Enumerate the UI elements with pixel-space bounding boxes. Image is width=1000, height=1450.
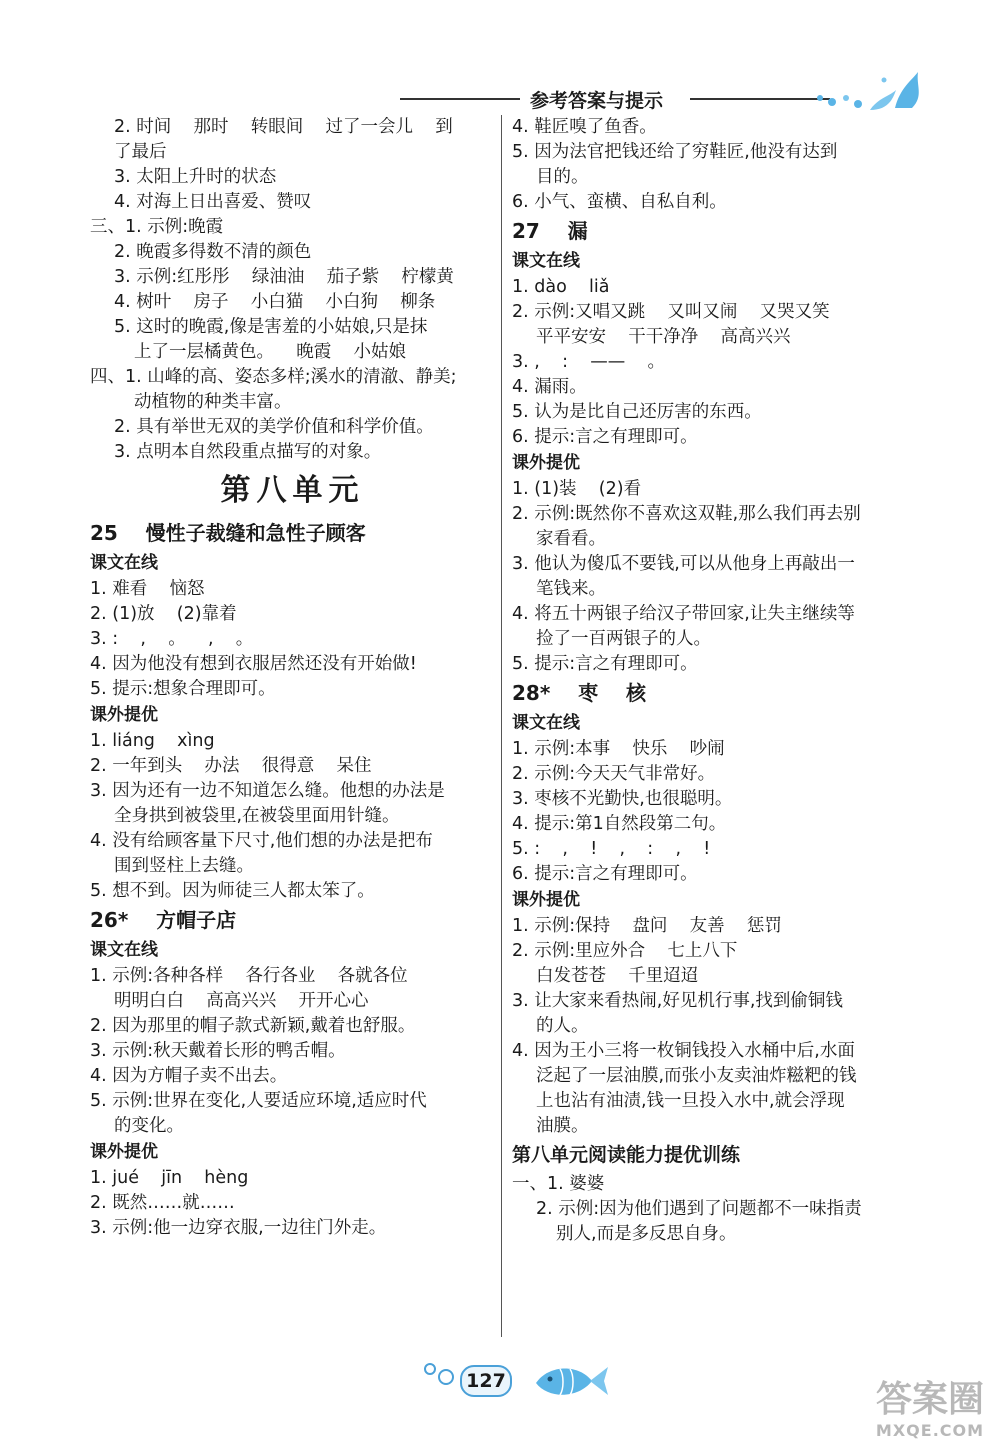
left-line: 5. 提示:想象合理即可。 xyxy=(90,679,276,699)
left-line: 全身拱到被袋里,在被袋里面用针缝。 xyxy=(114,806,400,826)
bubbles-icon xyxy=(420,1359,460,1389)
left-line: 三、1. 示例:晚霞 xyxy=(90,217,224,237)
right-line: 5. : , ! , : , ! xyxy=(512,839,711,859)
left-line: 课文在线 xyxy=(90,940,158,960)
left-line: 3. 点明本自然段重点描写的对象。 xyxy=(114,442,382,462)
left-line: 3. : , 。 , 。 xyxy=(90,629,254,649)
column-divider xyxy=(501,115,502,1337)
right-line: 6. 小气、蛮横、自私自利。 xyxy=(512,192,727,212)
right-line: 5. 认为是比自己还厉害的东西。 xyxy=(512,402,762,422)
watermark-text: 答案圈 xyxy=(875,1379,984,1420)
left-line: 4. 对海上日出喜爱、赞叹 xyxy=(114,192,312,212)
left-line: 26* 方帽子店 xyxy=(90,908,237,932)
page-number: 127 xyxy=(460,1365,512,1397)
left-line: 课文在线 xyxy=(90,553,158,573)
right-line: 2. 示例:因为他们遇到了问题都不一味指责 xyxy=(536,1199,862,1219)
right-line: 上也沾有油渍,钱一旦投入水中,就会浮现 xyxy=(536,1091,845,1111)
water-splash-icon xyxy=(800,68,930,116)
right-line: 课文在线 xyxy=(512,251,580,271)
left-line: 2. (1)放 (2)靠着 xyxy=(90,604,237,624)
right-line: 笔钱来。 xyxy=(536,579,606,599)
right-line: 6. 提示:言之有理即可。 xyxy=(512,427,698,447)
left-line: 2. 因为那里的帽子款式新颖,戴着也舒服。 xyxy=(90,1016,416,1036)
left-line: 4. 因为他没有想到衣服居然还没有开始做! xyxy=(90,654,417,674)
right-line: 家看看。 xyxy=(536,529,606,549)
left-line: 2. 具有举世无双的美学价值和科学价值。 xyxy=(114,417,434,437)
left-line: 上了一层橘黄色。 晚霞 小姑娘 xyxy=(134,342,407,362)
left-line: 3. 示例:红彤彤 绿油油 茄子紫 柠檬黄 xyxy=(114,267,454,287)
left-line: 了最后 xyxy=(114,142,167,162)
left-line: 1. 示例:各种各样 各行各业 各就各位 xyxy=(90,966,408,986)
left-line: 1. 难看 恼怒 xyxy=(90,579,205,599)
right-line: 1. (1)装 (2)看 xyxy=(512,479,642,499)
right-line: 白发苍苍 千里迢迢 xyxy=(536,966,699,986)
left-line: 25 慢性子裁缝和急性子顾客 xyxy=(90,521,366,545)
right-line: 2. 示例:今天天气非常好。 xyxy=(512,764,716,784)
right-line: 4. 鞋匠嗅了鱼香。 xyxy=(512,117,657,137)
right-line: 3. , : —— 。 xyxy=(512,352,665,372)
left-line: 1. liáng xìng xyxy=(90,731,215,751)
left-line: 围到竖柱上去缝。 xyxy=(114,856,254,876)
right-line: 的人。 xyxy=(536,1016,589,1036)
left-line: 课外提优 xyxy=(90,705,158,725)
right-line: 1. 示例:保持 盘问 友善 惩罚 xyxy=(512,916,782,936)
left-line: 3. 因为还有一边不知道怎么缝。他想的办法是 xyxy=(90,781,445,801)
right-line: 一、1. 婆婆 xyxy=(512,1174,605,1194)
left-line: 2. 晚霞多得数不清的颜色 xyxy=(114,242,312,262)
page-footer xyxy=(420,1355,620,1405)
right-line: 2. 示例:里应外合 七上八下 xyxy=(512,941,738,961)
left-line: 5. 示例:世界在变化,人要适应环境,适应时代 xyxy=(90,1091,427,1111)
left-line: 的变化。 xyxy=(114,1116,184,1136)
fish-icon xyxy=(530,1359,610,1403)
left-line: 5. 这时的晚霞,像是害羞的小姑娘,只是抹 xyxy=(114,317,428,337)
left-line: 5. 想不到。因为师徒三人都太笨了。 xyxy=(90,881,375,901)
right-line: 5. 因为法官把钱还给了穷鞋匠,他没有达到 xyxy=(512,142,838,162)
right-line: 1. dào liǎ xyxy=(512,277,610,297)
header-rule-left xyxy=(400,98,520,100)
left-line: 2. 既然……就…… xyxy=(90,1193,235,1213)
right-line: 别人,而是多反思自身。 xyxy=(556,1224,737,1244)
right-line: 27 漏 xyxy=(512,219,588,243)
right-line: 28* 枣 核 xyxy=(512,681,646,705)
left-line: 3. 太阳上升时的状态 xyxy=(114,167,277,187)
right-line: 4. 提示:第1自然段第二句。 xyxy=(512,814,727,834)
left-line: 4. 没有给顾客量下尺寸,他们想的办法是把布 xyxy=(90,831,433,851)
right-line: 3. 枣核不光勤快,也很聪明。 xyxy=(512,789,733,809)
left-line: 第八单元 xyxy=(220,473,365,508)
right-line: 2. 示例:既然你不喜欢这双鞋,那么我们再去别 xyxy=(512,504,861,524)
watermark-logo xyxy=(865,1378,995,1448)
right-line: 4. 漏雨。 xyxy=(512,377,587,397)
right-line: 捡了一百两银子的人。 xyxy=(536,629,711,649)
right-line: 第八单元阅读能力提优训练 xyxy=(512,1144,741,1166)
header-title: 参考答案与提示 xyxy=(530,90,664,112)
left-line: 4. 因为方帽子卖不出去。 xyxy=(90,1066,288,1086)
watermark-url: MXQE.COM xyxy=(875,1421,985,1440)
right-line: 课外提优 xyxy=(512,453,580,473)
right-line: 4. 因为王小三将一枚铜钱投入水桶中后,水面 xyxy=(512,1041,855,1061)
right-line: 3. 他认为傻瓜不要钱,可以从他身上再敲出一 xyxy=(512,554,855,574)
left-line: 四、1. 山峰的高、姿态多样;溪水的清澈、静美; xyxy=(90,367,457,387)
left-line: 2. 一年到头 办法 很得意 呆住 xyxy=(90,756,372,776)
right-line: 4. 将五十两银子给汉子带回家,让失主继续等 xyxy=(512,604,855,624)
right-line: 泛起了一层油膜,而张小友卖油炸糍粑的钱 xyxy=(536,1066,857,1086)
right-line: 油膜。 xyxy=(536,1116,589,1136)
right-line: 平平安安 干干净净 高高兴兴 xyxy=(536,327,791,347)
left-line: 4. 树叶 房子 小白猫 小白狗 柳条 xyxy=(114,292,436,312)
left-column xyxy=(90,115,495,1241)
right-line: 3. 让大家来看热闹,好见机行事,找到偷铜钱 xyxy=(512,991,843,1011)
left-line: 动植物的种类丰富。 xyxy=(134,392,292,412)
right-line: 目的。 xyxy=(536,167,589,187)
right-line: 课外提优 xyxy=(512,890,580,910)
right-column xyxy=(512,115,922,1247)
left-line: 2. 时间 那时 转眼间 过了一会儿 到 xyxy=(114,117,453,137)
left-line: 3. 示例:他一边穿衣服,一边往门外走。 xyxy=(90,1218,387,1238)
left-line: 3. 示例:秋天戴着长形的鸭舌帽。 xyxy=(90,1041,346,1061)
right-line: 课文在线 xyxy=(512,713,580,733)
right-line: 2. 示例:又唱又跳 又叫又闹 又哭又笑 xyxy=(512,302,830,322)
right-line: 6. 提示:言之有理即可。 xyxy=(512,864,698,884)
left-line: 1. jué jīn hèng xyxy=(90,1168,249,1188)
right-line: 1. 示例:本事 快乐 吵闹 xyxy=(512,739,725,759)
left-line: 明明白白 高高兴兴 开开心心 xyxy=(114,991,369,1011)
left-line: 课外提优 xyxy=(90,1142,158,1162)
right-line: 5. 提示:言之有理即可。 xyxy=(512,654,698,674)
